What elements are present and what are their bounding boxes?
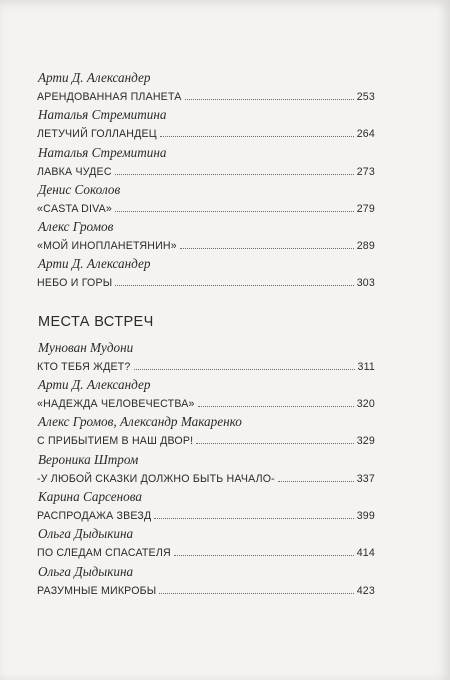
entry-author: Арти Д. Александер — [38, 70, 151, 85]
entry-author: Вероника Штром — [38, 451, 139, 467]
entry-title: РАСПРОДАЖА ЗВЕЗД — [37, 509, 152, 522]
section-heading: МЕСТА ВСТРЕЧ — [38, 313, 154, 330]
toc-entry — [37, 340, 375, 377]
entry-page-number: 311 — [357, 360, 375, 373]
entry-page-number: 289 — [356, 240, 375, 253]
dot-leader — [278, 481, 354, 482]
entry-author: Алекс Громов, Александр Макаренко — [38, 414, 242, 430]
toc-entry — [37, 256, 375, 293]
dot-leader — [180, 248, 354, 249]
entry-title-row — [37, 238, 375, 254]
toc-entry — [37, 107, 375, 144]
entry-author: Карина Сарсенова — [38, 488, 142, 504]
entry-page-number: 253 — [356, 91, 375, 103]
entry-page-number: 303 — [356, 277, 375, 290]
dot-leader — [115, 285, 353, 286]
entry-title-row — [37, 275, 375, 291]
toc-entry — [37, 219, 375, 256]
entry-page-number: 279 — [356, 202, 375, 215]
entry-title-row — [37, 545, 375, 561]
entry-title: РАЗУМНЫЕ МИКРОБЫ — [37, 584, 157, 597]
entry-page-number: 399 — [356, 509, 375, 522]
entry-author: Мунован Мудони — [38, 339, 134, 355]
entry-page-number: 337 — [356, 472, 375, 485]
toc-entry — [37, 145, 375, 182]
toc-entry — [37, 489, 375, 526]
entry-page-number: 273 — [356, 165, 375, 178]
toc-entry — [37, 414, 375, 451]
toc-entry — [37, 70, 375, 107]
entry-title-row — [37, 164, 375, 180]
entry-title-row — [37, 201, 375, 217]
entry-author: Ольга Дыдыкина — [38, 526, 134, 542]
entry-title: НЕБО И ГОРЫ — [37, 277, 113, 290]
dot-leader — [174, 555, 354, 556]
entry-title-row — [37, 433, 375, 449]
entry-title: КТО ТЕБЯ ЖДЕТ? — [37, 360, 131, 373]
entry-author: Арти Д. Александер — [38, 377, 151, 393]
toc-entry — [37, 182, 375, 219]
entry-title-row — [37, 583, 375, 599]
entry-author: Денис Соколов — [38, 181, 121, 197]
entry-title-row — [37, 359, 375, 375]
entry-title: С ПРИБЫТИЕМ В НАШ ДВОР! — [37, 435, 194, 448]
dot-leader — [134, 369, 355, 370]
dot-leader — [160, 136, 354, 137]
entry-title-row — [37, 89, 375, 105]
toc-entry — [37, 452, 375, 489]
entry-page-number: 423 — [356, 584, 375, 597]
entry-author: Арти Д. Александер — [38, 256, 151, 272]
entry-title: ЛЕТУЧИЙ ГОЛЛАНДЕЦ — [37, 128, 157, 141]
dot-leader — [196, 443, 353, 444]
entry-title: «CASTA DIVA» — [37, 202, 113, 215]
dot-leader — [185, 99, 354, 100]
entry-title: «МОЙ ИНОПЛАНЕТЯНИН» — [37, 240, 177, 253]
entry-title: ПО СЛЕДАМ СПАСАТЕЛЯ — [37, 547, 171, 560]
dot-leader — [159, 593, 353, 594]
entry-page-number: 320 — [356, 398, 375, 411]
entry-title: ЛАВКА ЧУДЕС — [37, 165, 112, 178]
entry-page-number: 264 — [356, 128, 375, 141]
entry-title-row — [37, 508, 375, 524]
entry-title-row — [37, 471, 375, 487]
entry-author: Наталья Стремитина — [38, 144, 167, 160]
entry-author: Наталья Стремитина — [38, 107, 167, 123]
dot-leader — [154, 518, 353, 519]
entry-page-number: 329 — [356, 435, 375, 448]
entry-author: Ольга Дыдыкина — [38, 563, 134, 579]
dot-leader — [115, 174, 354, 175]
entry-title: «НАДЕЖДА ЧЕЛОВЕЧЕСТВА» — [37, 398, 195, 411]
toc-entry — [37, 377, 375, 414]
entry-title: АРЕНДОВАННАЯ ПЛАНЕТА — [37, 91, 182, 103]
entry-page-number: 414 — [356, 547, 375, 560]
entry-title-row — [37, 396, 375, 412]
entry-title-row — [37, 126, 375, 142]
dot-leader — [115, 211, 354, 212]
table-of-contents — [37, 70, 375, 601]
dot-leader — [198, 406, 354, 407]
toc-entry — [37, 526, 375, 563]
entry-title: -У ЛЮБОЙ СКАЗКИ ДОЛЖНО БЫТЬ НАЧАЛО- — [37, 472, 275, 485]
entry-author: Алекс Громов — [38, 219, 114, 235]
toc-entry — [37, 564, 375, 601]
